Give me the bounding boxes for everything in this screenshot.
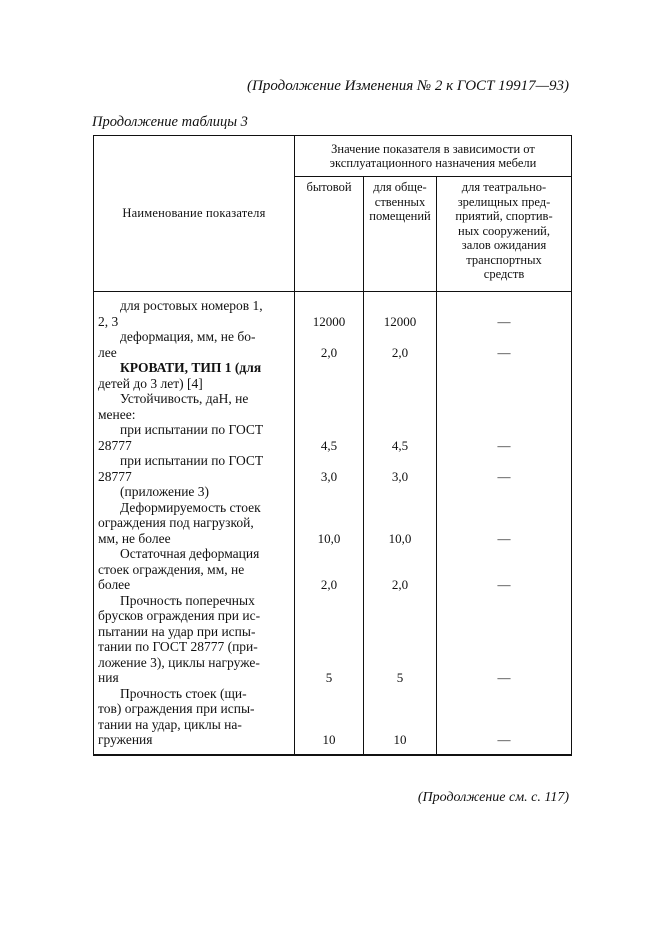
value-theatre: — <box>497 437 511 453</box>
name-line: Деформируемость стоек <box>120 499 261 515</box>
name-line: деформация, мм, не бо- <box>120 329 256 344</box>
value-theatre: — <box>497 670 511 685</box>
subheader-line: приятий, спортив- <box>455 209 553 223</box>
value-public: 10 <box>393 732 407 747</box>
subheader-line: транспортных <box>466 252 542 267</box>
column-header-group <box>295 136 572 177</box>
name-line: Прочность поперечных <box>120 592 255 608</box>
name-line: тании по ГОСТ 28777 (при- <box>98 639 258 654</box>
value-theatre: — <box>497 313 511 329</box>
name-line: более <box>98 577 131 592</box>
name-line: тов) ограждения при испы- <box>98 701 255 716</box>
subheader-line: средств <box>483 267 525 281</box>
column-header-public <box>364 177 437 292</box>
subheader-line: залов ожидания <box>461 238 547 252</box>
name-line: КРОВАТИ, ТИП 1 (для <box>120 360 262 375</box>
name-line: пытании на удар при испы- <box>98 623 256 639</box>
subheader-line: зрелищных пред- <box>457 194 551 209</box>
value-theatre: — <box>497 468 511 484</box>
name-line: гружения <box>98 732 153 747</box>
value-household: 2,0 <box>320 344 338 360</box>
value-household: 4,5 <box>320 437 338 453</box>
subheader-line: ственных <box>374 194 426 209</box>
name-line: лее <box>98 344 117 360</box>
name-line: ния <box>98 670 119 685</box>
name-line: 28777 <box>98 468 132 484</box>
value-theatre: — <box>497 732 511 747</box>
subheader-line: помещений <box>369 209 431 223</box>
theatre-values-column <box>437 292 572 755</box>
name-line: ограждения под нагрузкой, <box>98 515 254 530</box>
subheader-line: ных сооружений, <box>458 223 550 238</box>
page-header: (Продолжение Изменения № 2 к ГОСТ 19917—93) <box>247 78 569 94</box>
value-public: 2,0 <box>391 577 409 592</box>
value-household: 5 <box>325 670 333 685</box>
value-household: 12000 <box>312 313 346 329</box>
column-header-theatre <box>437 177 572 292</box>
column-header-name: Наименование показателя <box>94 136 295 292</box>
name-line: Устойчивость, даН, не <box>120 391 249 406</box>
name-line: мм, не более <box>98 530 171 546</box>
name-line: ложение 3), циклы нагруже- <box>98 654 260 670</box>
subheader-line: для обще- <box>373 180 427 194</box>
value-household: 10,0 <box>317 530 341 546</box>
header-row-group <box>94 136 572 177</box>
name-lines <box>98 298 290 748</box>
name-line: при испытании по ГОСТ <box>120 422 264 437</box>
name-line: детей до 3 лет) [4] <box>98 375 203 391</box>
name-line: тании на удар, циклы на- <box>98 716 242 732</box>
table-caption: Продолжение таблицы 3 <box>92 114 248 130</box>
column-header-household <box>295 177 364 292</box>
page-footer: (Продолжение см. с. 117) <box>417 790 569 805</box>
name-line: Остаточная деформация <box>120 546 260 561</box>
name-line: менее: <box>98 406 136 422</box>
value-household: 3,0 <box>320 468 338 484</box>
value-household: 2,0 <box>320 577 338 592</box>
subheader-line: для театрально- <box>461 180 547 194</box>
subheader-line: бытовой <box>306 180 352 194</box>
name-line: брусков ограждения при ис- <box>98 608 261 623</box>
group-header-line: эксплуатационного назначения мебели <box>329 156 537 170</box>
name-line: стоек ограждения, мм, не <box>98 561 245 577</box>
name-line: для ростовых номеров 1, <box>120 298 263 313</box>
household-values-column <box>295 292 364 755</box>
requirements-table <box>93 135 572 756</box>
name-line: 28777 <box>98 437 132 453</box>
value-public: 10,0 <box>388 530 412 546</box>
name-line: (приложение 3) <box>120 484 210 499</box>
value-theatre: — <box>497 530 511 546</box>
value-theatre: — <box>497 577 511 592</box>
value-public: 4,5 <box>391 437 409 453</box>
name-line: при испытании по ГОСТ <box>120 453 264 468</box>
name-column <box>94 292 295 755</box>
table-body-row <box>94 292 572 755</box>
value-theatre: — <box>497 344 511 360</box>
value-public: 3,0 <box>391 468 409 484</box>
value-public: 12000 <box>383 313 417 329</box>
value-public: 2,0 <box>391 344 409 360</box>
public-values-column <box>364 292 437 755</box>
value-public: 5 <box>396 670 404 685</box>
group-header-line: Значение показателя в зависимости от <box>331 142 535 156</box>
name-line: Прочность стоек (щи- <box>120 685 247 701</box>
name-line: 2, 3 <box>98 313 119 329</box>
value-household: 10 <box>322 732 336 747</box>
